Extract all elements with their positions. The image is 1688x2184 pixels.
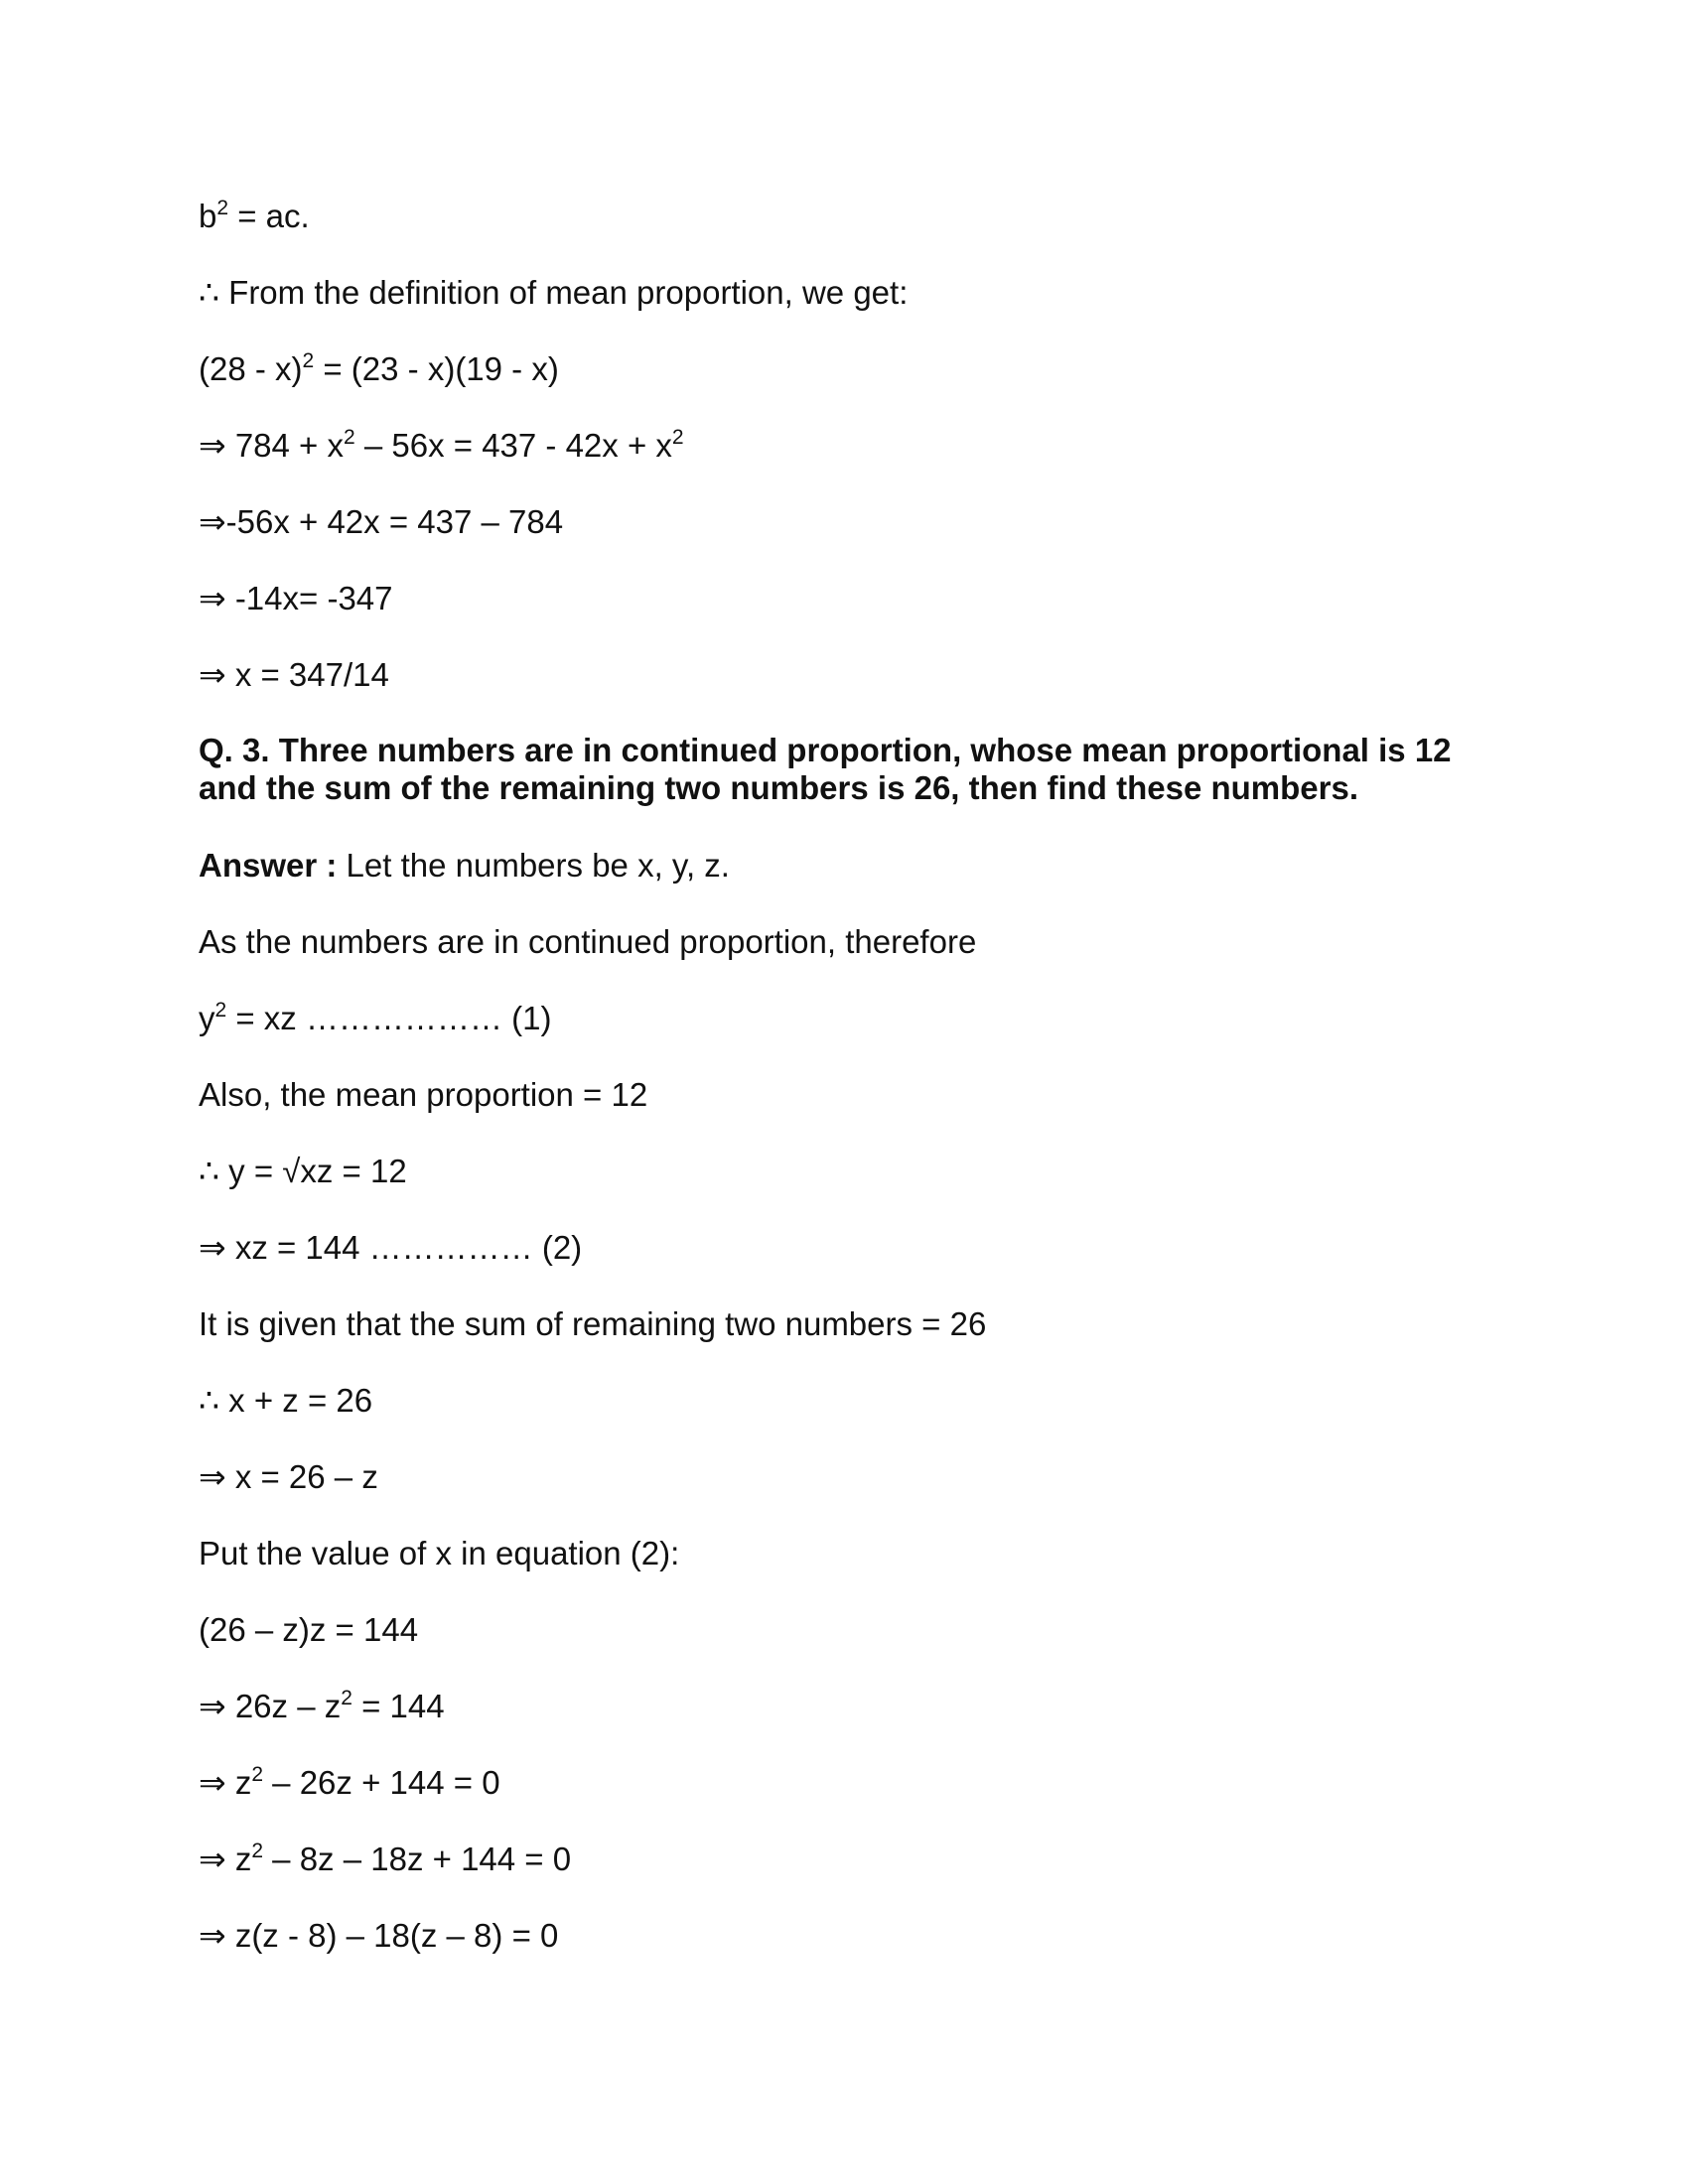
equation-b-squared: $b^2$ = ac. xyxy=(199,196,310,234)
equation-2: ⇒ xz = 144 …………… (2) xyxy=(199,1229,583,1266)
equation-y-sqrt: ∴ y = √xz = 12 xyxy=(199,1153,407,1189)
equation-minus-14x: ⇒ -14x= -347 xyxy=(199,580,393,616)
document-page xyxy=(199,0,1489,2184)
equation-expand: ⇒ $784 + x^2 - 56x = 437 - 42x + x^2$ xyxy=(199,425,684,464)
text-substitute: Put the value of x in equation (2): xyxy=(199,1535,680,1571)
equation-collect-terms: ⇒-56x + 42x = 437 – 784 xyxy=(199,503,564,540)
question-3-heading: Q. 3. Three numbers are in continued proportion, whose mean proportional is 12 and the sum of the remaining two numbers is 26, then find these numbers. xyxy=(199,732,1452,806)
equation-28-minus-x: (28 - x)$^2$ = (23 - x)(19 - x) xyxy=(199,348,559,387)
text-mean-proportion-12: Also, the mean proportion = 12 xyxy=(199,1076,648,1113)
equation-x-plus-z: ∴ x + z = 26 xyxy=(199,1382,373,1419)
equation-quadratic: ⇒ $z^2 - 26z + 144 = 0$ xyxy=(199,1762,500,1801)
text-continued-proportion: As the numbers are in continued proportion, therefore xyxy=(199,923,977,960)
equation-split-middle: ⇒ $z^2 - 8z - 18z + 144 = 0$ xyxy=(199,1839,572,1877)
equation-1: $y^2$ = xz ……………… (1) xyxy=(199,998,552,1036)
answer-intro: Answer : Let the numbers be x, y, z. xyxy=(199,847,730,884)
equation-factor: ⇒ z(z - 8) – 18(z – 8) = 0 xyxy=(199,1917,559,1954)
equation-substituted: (26 – z)z = 144 xyxy=(199,1611,419,1648)
equation-x-equals: ⇒ x = 26 – z xyxy=(199,1458,378,1495)
text-mean-proportion-definition: ∴ From the definition of mean proportion, we get: xyxy=(199,274,909,311)
equation-26z: ⇒ $26z - z^2 = 144$ xyxy=(199,1686,445,1724)
text-sum-given: It is given that the sum of remaining two numbers = 26 xyxy=(199,1305,987,1342)
answer-label: Answer : xyxy=(199,847,338,884)
equation-x-result: ⇒ x = 347/14 xyxy=(199,656,389,693)
